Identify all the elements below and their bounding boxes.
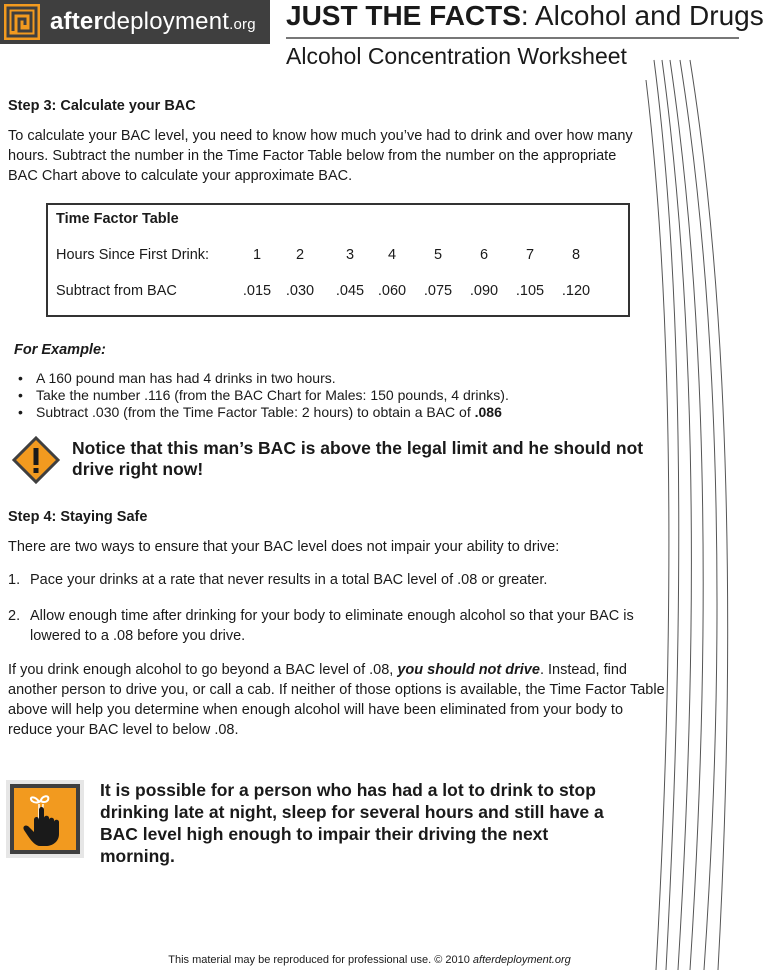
list-item: • Take the number .116 (from the BAC Chart for Males: 150 pounds, 4 drinks). <box>18 387 509 404</box>
example-list <box>18 370 509 421</box>
hours-cell: 3 <box>345 247 355 263</box>
row-label: Subtract from BAC <box>56 283 177 299</box>
hours-cell: 6 <box>479 247 489 263</box>
subtract-cell: .060 <box>377 283 407 299</box>
subtract-cell: .075 <box>423 283 453 299</box>
list-item: 1. Pace your drinks at a rate that never results in a total BAC level of .08 or greater. <box>8 572 548 588</box>
time-factor-table <box>46 203 630 317</box>
page-subtitle: Alcohol Concentration Worksheet <box>286 43 627 69</box>
example-heading: For Example: <box>14 342 106 358</box>
subtract-cell: .090 <box>469 283 499 299</box>
subtract-cell: .015 <box>242 283 272 299</box>
tip-text: It is possible for a person who has had a lot to drink to stop drinking late at night, sleep for several hours and still have a BAC level high enough to impair their driving the next morning. <box>100 780 604 866</box>
step4-paragraph: If you drink enough alcohol to go beyond a BAC level of .08, you should not drive. Instead, find another person to drive you, or call a cab. If neither of those options is available, the Time Factor Table above will help you determine when enough alcohol will have been eliminated from your body to reduce your BAC level to below .08. <box>8 662 665 738</box>
list-item: • Subtract .030 (from the Time Factor Table: 2 hours) to obtain a BAC of .086 <box>18 404 509 421</box>
header-divider <box>286 37 739 39</box>
footer: This material may be reproduced for professional use. © 2010 afterdeployment.org <box>168 954 571 966</box>
list-item: • A 160 pound man has had 4 drinks in two hours. <box>18 370 509 387</box>
logo-banner <box>0 0 270 44</box>
step3-heading: Step 3: Calculate your BAC <box>8 98 196 114</box>
row-label: Hours Since First Drink: <box>56 247 210 263</box>
subtract-cell: .120 <box>561 283 591 299</box>
step4-intro: There are two ways to ensure that your BAC level does not impair your ability to drive: <box>8 539 560 555</box>
step4-list <box>8 570 668 662</box>
step4-heading: Step 4: Staying Safe <box>8 509 148 525</box>
emphasis-text: you should not drive <box>397 662 540 678</box>
warning-icon <box>12 436 60 484</box>
page-title: JUST THE FACTS: Alcohol and Drugs <box>286 0 764 31</box>
subtract-cell: .030 <box>285 283 315 299</box>
decorative-swirl <box>640 60 739 970</box>
list-item: 2. Allow enough time after drinking for your body to eliminate enough alcohol so that your BAC is lowered to a .08 before you drive. <box>8 608 634 644</box>
warning-text: Notice that this man’s BAC is above the legal limit and he should not drive right now! <box>72 438 644 479</box>
subtract-cell: .045 <box>335 283 365 299</box>
hours-cell: 1 <box>252 247 262 263</box>
hours-cell: 5 <box>433 247 443 263</box>
reminder-finger-icon <box>6 780 84 858</box>
hours-cell: 2 <box>295 247 305 263</box>
hours-cell: 7 <box>525 247 535 263</box>
hours-cell: 8 <box>571 247 581 263</box>
hours-cell: 4 <box>387 247 397 263</box>
result-value: .086 <box>474 404 502 420</box>
step3-intro: To calculate your BAC level, you need to know how much you’ve had to drink and over how many hours. Subtract the number in the Time Factor Table below from the number on the appropriate BAC Chart above to calculate your approximate BAC. <box>8 128 633 184</box>
table-title: Time Factor Table <box>56 211 179 227</box>
logo-mark-icon <box>4 4 40 40</box>
logo-text: afterdeployment.org <box>50 8 256 35</box>
subtract-cell: .105 <box>515 283 545 299</box>
